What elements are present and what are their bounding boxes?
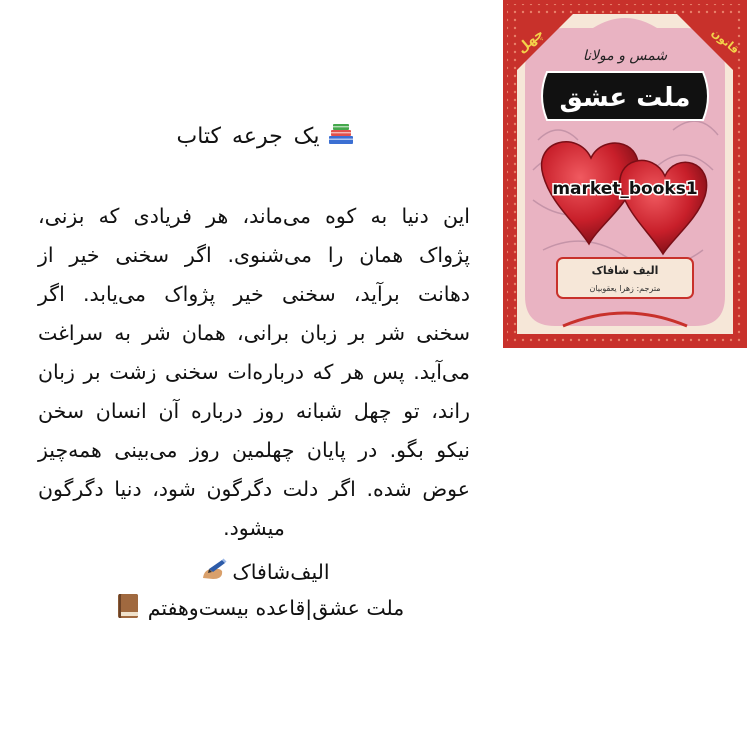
post-body: این دنیا به کوه می‌ماند، هر فریادی که بزنی، پژواک همان را می‌شنوی. اگر سخنی خیر از دهانت برآید، سخنی خیر پژواک می‌یابد. اگر سخنی شر بر زبان برانی، همان شر به سراغت می‌آید. پس هر که درباره‌ات سخنی زشت بر زبان راند، تو چهل شبانه روز درباره آن انسان سخن نیکو بگو. در پایان چهلمین روز می‌بینی همه‌چیز عوض شده. اگر دلت دگرگون شود، دنیا دگرگون میشود. xyxy=(38,204,470,540)
book-icon xyxy=(116,593,140,623)
cover-corner-label: چهل xyxy=(514,26,547,57)
post-source xyxy=(90,593,430,623)
cover-title: ملت عشق xyxy=(559,83,691,113)
cover-watermark: market_books1 xyxy=(552,179,698,199)
heading-text: یک جرعه کتاب xyxy=(176,124,320,149)
cover-top-right-label: قانون xyxy=(708,26,742,57)
cover-author: الیف شافاک xyxy=(591,264,659,277)
cover-translator: مترجم: زهرا یعقوبیان xyxy=(589,284,661,293)
writing-hand-icon xyxy=(200,558,228,586)
post-heading xyxy=(150,122,380,151)
source-text: ملت عشق|قاعده بیست‌وهفتم xyxy=(147,595,405,620)
books-icon xyxy=(328,122,354,151)
book-cover-image xyxy=(503,0,747,348)
author-name: الیف‌شافاک xyxy=(232,559,330,584)
post-author xyxy=(150,558,380,586)
cover-subtitle: شمس و مولانا xyxy=(582,48,668,64)
